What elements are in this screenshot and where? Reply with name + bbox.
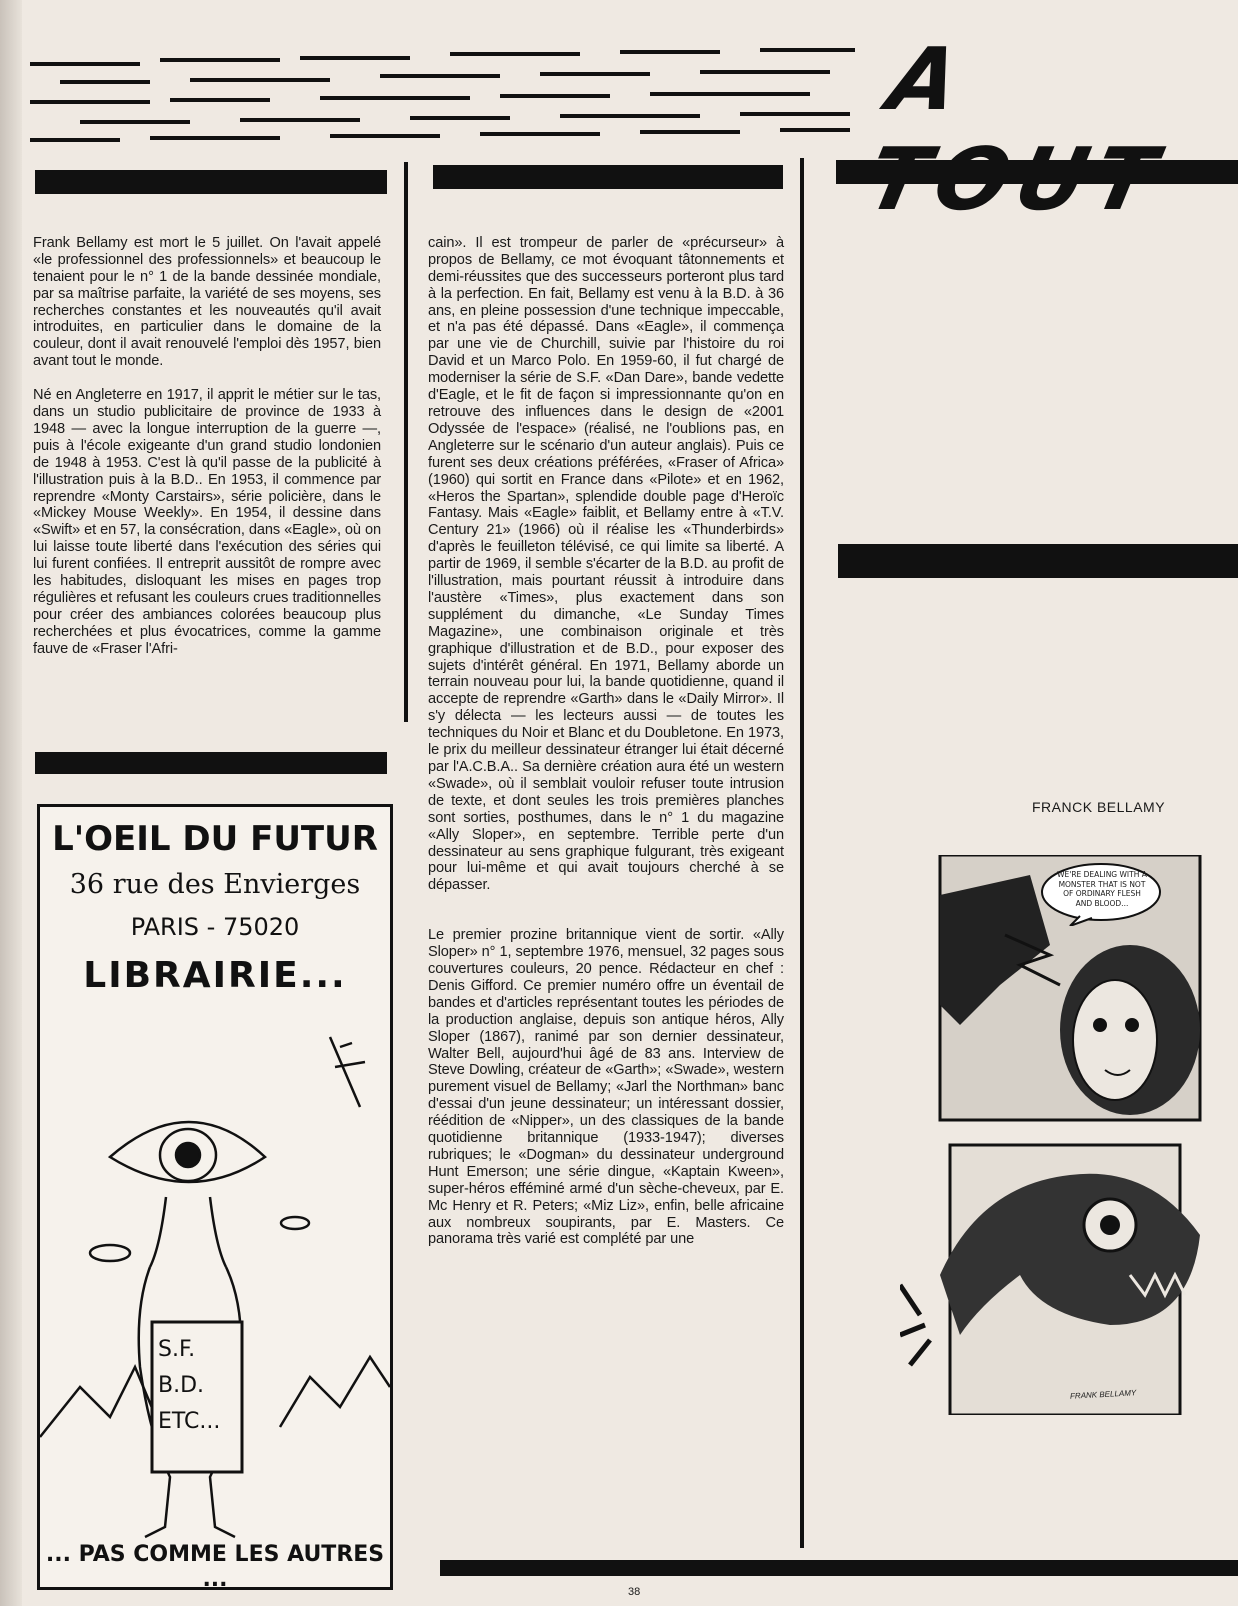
column2-paragraph: Le premier prozine britannique vient de sortir. «Ally Sloper» n° 1, septembre 1976, mensuel, 32 pages sous couvertures couleurs, 20 pence. Rédacteur en chef : Denis Gifford. Ce premier numéro offre un éventail de bandes et d'articles représentant toutes les périodes de la production anglaise, depuis son antique héros, Ally Sloper (1867), ranimé par son dernier dessinateur, Walter Bell, aujourd'hui âgé de 83 ans. Interview de Steve Dowling, créateur de «Garth»; «Swade», western purement visuel de Bellamy; «Jarl the Northman» banc d'essai d'un jeune dessinateur; un intéressant dossier, réédition de «Nipper», un des classiques de la bande quotidienne britannique (1933-1947); diverses rubriques; le «Dogman» du dessinateur underground Hunt Emerson; une série dingue, «Kaptain Kween», super-héros efféminé armé d'un sèche-cheveux, par E. Mc Henry et R. Peters; «Miz Liz», enfin, belle africaine aux nombreux soupirants, par E. Masters. Ce panorama très varié est complété par une xyxy=(428,927,784,1248)
binding-gutter xyxy=(0,0,22,1606)
column1-paragraph: Né en Angleterre en 1917, il apprit le métier sur le tas, dans un studio publicitaire de province de 1933 à 1948 — avec la longue interruption de la guerre —, puis à l'école exigeante d'un grand studio londonien de 1948 à 1953. C'est là qu'il passe de la publicité à l'illustration puis à la B.D.. En 1953, il commence par reprendre «Monty Carstairs», série policière, dans le «Mickey Mouse Weekly». En 1954, il dessine dans «Swift» et en 57, la consécration, dans «Eagle», où on lui laisse toute liberté dans l'exécution des séries qui lui furent confiées. Il entreprit aussitôt de rompre avec les habitudes, disloquant les mises en pages trop régulières et refusant les couleurs crues traditionnelles pour créer des ambiances colorées beaucoup plus recherchées et plus évocatrices, comme la gamme fauve de «Fraser l'Afri- xyxy=(33,387,381,657)
artist-signature: FRANK BELLAMY xyxy=(1069,1388,1137,1401)
column2-paragraph: cain». Il est trompeur de parler de «précurseur» à propos de Bellamy, ce mot évoquant tâtonnements et demi-réussites que des successeurs porteront plus tard à la perfection. En fait, Bellamy est venu à la B.D. à 36 ans, en pleine possession d'une technique impeccable, et n'a pas été dépassé. Dans «Eagle», il commença par une vie de Churchill, suivie par l'histoire du roi David et un Marco Polo. En 1959-60, il fut chargé de moderniser la série de S.F. «Dan Dare», bande vedette d'Eagle, et le fit de façon si impressionnante qu'on en retrouve des influences dans le design de «2001 Odyssée de l'espace» (réalisé, ne l'oublions pas, en Angleterre sur le scénario d'un auteur anglais). Puis ce furent ses deux créations préférées, «Fraser of Africa» (1960) qui sortit en France dans «Pilote» et en 1962, «Heros the Spartan», splendide double page d'Heroïc Fantasy. Mais «Eagle» faiblit, et Bellamy entre à «T.V. Century 21» (1966) où il réalise les «Thunderbirds» d'après le feuilleton télévisé, ce qui limite sa liberté. A partir de 1969, il semble s'écarter de la B.D. au profit de l'illustration, mais pourtant réussit à introduire dans l'austère «Times», plus exactement dans son supplément du dimanche, «Le Sunday Times Magazine», une combinaison originale et très graphique d'illustration et de B.D., pour exposer des sujets d'intérêt général. En 1971, Bellamy aborde un terrain nouveau pour lui, la bande quotidienne, quand il accepte de reprendre «Garth» dans le «Daily Mirror». Il s'y délecta — les lecteurs aussi — de toutes les techniques du Noir et Blanc et du Doubletone. En 1973, le prix du meilleur dessinateur étranger lui était décerné par l'A.C.B.A.. Sa dernière création aura été un western «Swade», où il semblait vouloir refuser toute intrusion de texte, et dont seules les trois premières planches sont sorties, posthumes, dans le n° 1 du magazine «Ally Sloper», en septembre. Terrible perte d'un dessinateur au sens graphique fulgurant, très exigeant pour lui-même et qui avait toujours cherché à se dépasser. xyxy=(428,234,784,894)
bellamy-comic-illustration xyxy=(900,855,1230,1415)
ad-tagline: ... PAS COMME LES AUTRES ... xyxy=(45,1542,385,1592)
column1-text xyxy=(33,218,381,674)
ad-header-bar xyxy=(35,752,387,774)
ad-street: 36 rue des Envierges xyxy=(69,869,361,900)
column1-header-bar xyxy=(35,170,387,194)
ad-book-label: S.F. B.D. ETC... xyxy=(158,1337,221,1434)
illustration-caption: FRANCK BELLAMY xyxy=(1032,799,1166,815)
column3-mid-bar xyxy=(838,544,1238,578)
footer-bar xyxy=(440,1560,1238,1576)
ad-city: PARIS - 75020 xyxy=(130,913,300,941)
ad-store-name: L'OEIL DU FUTUR xyxy=(52,819,378,859)
page-number: 38 xyxy=(628,1586,641,1598)
column3-header-bar xyxy=(836,160,1238,184)
header-title: A xyxy=(880,30,976,130)
ad-category: LIBRAIRIE... xyxy=(83,955,347,996)
speech-balloon: WE'RE DEALING WITH A MONSTER THAT IS NOT OF ORDINARY FLESH AND BLOOD... xyxy=(1057,870,1147,908)
column-divider-2 xyxy=(800,158,804,1548)
column2-header-bar xyxy=(433,165,783,189)
eye-headed-figure-drawing xyxy=(40,1007,390,1547)
bookstore-advertisement xyxy=(37,804,393,1590)
column1-paragraph: Frank Bellamy est mort le 5 juillet. On l'avait appelé «le professionnel des professionnels» et beaucoup le tenaient pour le n° 1 de la bande dessinée mondiale, par sa maîtrise parfaite, la variété de ses moyens, ses recherches constantes et les nouveautés qu'il avait introduites, en particulier dans le domaine de la couleur, dont il avait renouvelé l'emploi dès 1957, bien avant tout le monde. xyxy=(33,234,381,370)
column2-text xyxy=(428,218,784,1265)
column-divider-1 xyxy=(404,162,408,722)
